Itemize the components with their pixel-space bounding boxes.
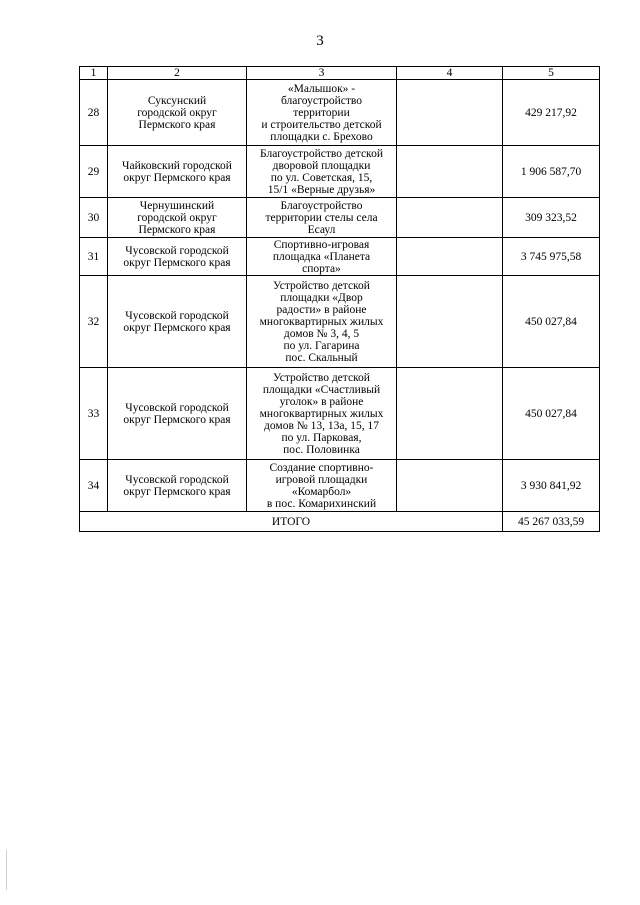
municipality-cell: Чернушинский городской округ Пермского края: [108, 198, 247, 238]
table-row: [80, 368, 600, 460]
amount-cell: 1 906 587,70: [503, 146, 600, 198]
table-row: [80, 460, 600, 512]
amount-cell: 450 027,84: [503, 368, 600, 460]
row-number: 33: [80, 368, 108, 460]
row-number: 29: [80, 146, 108, 198]
allocation-table: [79, 66, 600, 532]
table-row: [80, 198, 600, 238]
amount-cell: 450 027,84: [503, 276, 600, 368]
header-cell: 5: [503, 67, 600, 80]
row-number: 34: [80, 460, 108, 512]
page-number: 3: [316, 33, 324, 49]
municipality-cell: Чусовской городской округ Пермского края: [108, 368, 247, 460]
col4-cell: [397, 80, 503, 146]
header-cell: 2: [108, 67, 247, 80]
table-row: [80, 276, 600, 368]
project-cell: Благоустройство детской дворовой площадки по ул. Советская, 15, 15/1 «Верные друзья»: [247, 146, 397, 198]
project-cell: «Малышок» - благоустройство территории и строительство детской площадки с. Брехово: [247, 80, 397, 146]
municipality-cell: Чусовской городской округ Пермского края: [108, 276, 247, 368]
row-number: 32: [80, 276, 108, 368]
amount-cell: 3 930 841,92: [503, 460, 600, 512]
municipality-cell: Чусовской городской округ Пермского края: [108, 238, 247, 276]
col4-cell: [397, 198, 503, 238]
col4-cell: [397, 146, 503, 198]
project-cell: Устройство детской площадки «Счастливый уголок» в районе многоквартирных жилых домов № 13, 13а, 15, 17 по ул. Парковая, пос. Половинка: [247, 368, 397, 460]
total-amount: 45 267 033,59: [503, 512, 600, 532]
municipality-cell: Чусовской городской округ Пермского края: [108, 460, 247, 512]
table-row: [80, 146, 600, 198]
header-cell: 4: [397, 67, 503, 80]
header-cell: 3: [247, 67, 397, 80]
amount-cell: 429 217,92: [503, 80, 600, 146]
municipality-cell: Чайковский городской округ Пермского края: [108, 146, 247, 198]
col4-cell: [397, 238, 503, 276]
header-cell: 1: [80, 67, 108, 80]
table-header-row: [80, 67, 600, 80]
table-row: [80, 80, 600, 146]
project-cell: Устройство детской площадки «Двор радости» в районе многоквартирных жилых домов № 3, 4, 5 по ул. Гагарина пос. Скальный: [247, 276, 397, 368]
col4-cell: [397, 368, 503, 460]
total-label: ИТОГО: [80, 512, 503, 532]
row-number: 30: [80, 198, 108, 238]
total-row: [80, 512, 600, 532]
col4-cell: [397, 460, 503, 512]
project-cell: Благоустройство территории стелы села Есаул: [247, 198, 397, 238]
row-number: 31: [80, 238, 108, 276]
table-row: [80, 238, 600, 276]
project-cell: Спортивно-игровая площадка «Планета спорта»: [247, 238, 397, 276]
col4-cell: [397, 276, 503, 368]
project-cell: Создание спортивно- игровой площадки «Комарбол» в пос. Комарихинский: [247, 460, 397, 512]
municipality-cell: Суксунский городской округ Пермского края: [108, 80, 247, 146]
scan-edge-mark: [6, 850, 7, 890]
row-number: 28: [80, 80, 108, 146]
amount-cell: 3 745 975,58: [503, 238, 600, 276]
amount-cell: 309 323,52: [503, 198, 600, 238]
